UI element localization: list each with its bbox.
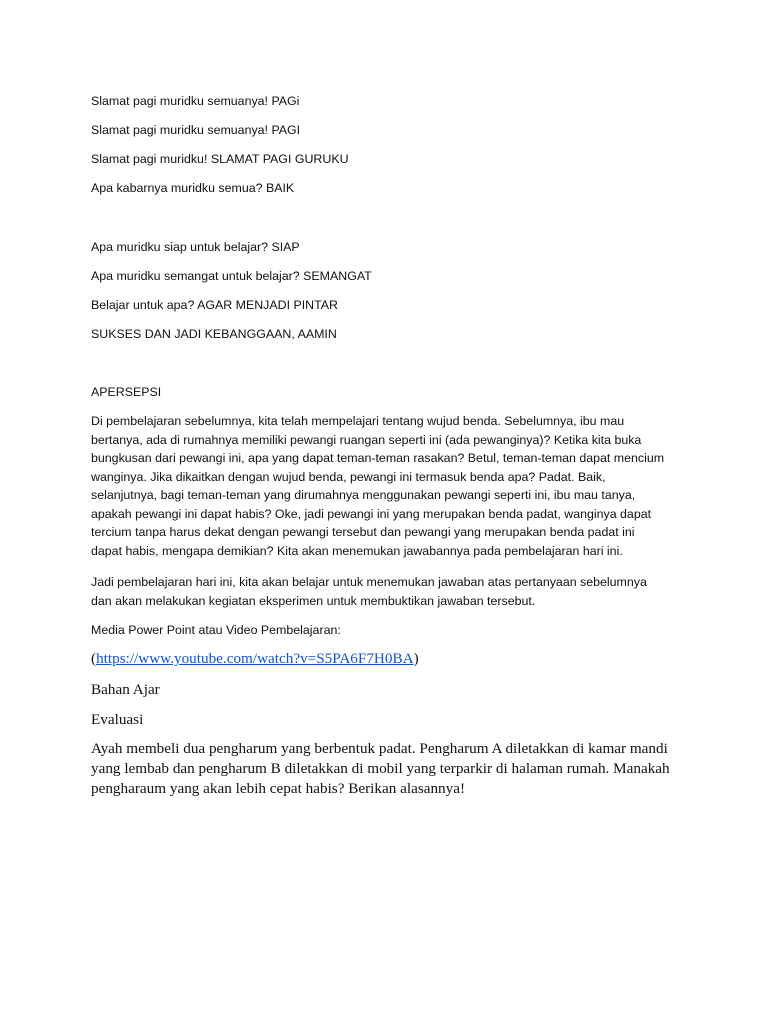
evaluasi-question-line: pengharaum yang akan lebih cepat habis? Berikan alasannya!	[91, 780, 466, 797]
apersepsi-p1-line: selanjutnya, bagi teman-teman yang dirumahnya menggunakan pewangi seperti ini, ibu mau tanya,	[91, 488, 636, 502]
media-link-line	[91, 649, 419, 669]
media-label: Media Power Point atau Video Pembelajaran:	[91, 623, 341, 637]
apersepsi-p1-line: wanginya. Jika dikaitkan dengan wujud benda, pewangi ini termasuk benda apa? Padat. Baik,	[91, 469, 606, 484]
apersepsi-p1-line: dapat habis, mengapa demikian? Kita akan menemukan jawabannya pada pembelajaran hari ini.	[91, 543, 623, 558]
apersepsi-p2-line: dan akan melakukan kegiatan eksperimen untuk membuktikan jawaban tersebut.	[91, 593, 536, 608]
greeting-line-1: Slamat pagi muridku semuanya! PAGi	[91, 94, 300, 108]
open-paren: (	[91, 650, 97, 667]
apersepsi-p1-line: Di pembelajaran sebelumnya, kita telah mempelajari tentang wujud benda. Sebelumnya, ibu mau	[91, 414, 625, 428]
apersepsi-paragraph-2	[91, 573, 691, 610]
evaluasi-heading: Evaluasi	[91, 711, 144, 728]
bahan-ajar-heading: Bahan Ajar	[91, 681, 160, 698]
apersepsi-p1-line: tercium tanpa harus dekat dengan pewangi tersebut dan pewangi yang merupakan benda padat ini	[91, 525, 635, 539]
apersepsi-p2-line: Jadi pembelajaran hari ini, kita akan belajar untuk menemukan jawaban atas pertanyaan sebelumnya	[91, 575, 647, 589]
apersepsi-p1-line: bungkusan dari pewangi ini, apa yang dapat teman-teman rasakan? Betul, teman-teman dapat mencium	[91, 451, 665, 465]
evaluasi-question-line: yang lembab dan pengharum B diletakkan di mobil yang terparkir di halaman rumah. Manakah	[91, 760, 670, 777]
evaluasi-question	[91, 739, 711, 799]
apersepsi-paragraph-1	[91, 412, 691, 560]
greeting-line-2: Slamat pagi muridku semuanya! PAGI	[91, 123, 301, 137]
greeting-line-3: Slamat pagi muridku! SLAMAT PAGI GURUKU	[91, 152, 349, 166]
close-paren: )	[413, 650, 419, 667]
question-line-3: Belajar untuk apa? AGAR MENJADI PINTAR	[91, 298, 338, 312]
question-line-2: Apa muridku semangat untuk belajar? SEMANGAT	[91, 269, 372, 283]
apersepsi-p1-line: bertanya, ada di rumahnya memiliki pewangi ruangan seperti ini (ada pewanginya)? Ketika kita buka	[91, 432, 642, 447]
evaluasi-question-line: Ayah membeli dua pengharum yang berbentuk padat. Pengharum A diletakkan di kamar mandi	[91, 740, 668, 757]
question-line-4: SUKSES DAN JADI KEBANGGAAN, AAMIN	[91, 327, 337, 341]
youtube-video-link[interactable]: https://www.youtube.com/watch?v=S5PA6F7H0BA	[96, 650, 414, 667]
question-line-1: Apa muridku siap untuk belajar? SIAP	[91, 240, 300, 254]
apersepsi-heading: APERSEPSI	[91, 385, 162, 399]
apersepsi-p1-line: apakah pewangi ini dapat habis? Oke, jadi pewangi ini yang merupakan benda padat, wanginya dapat	[91, 506, 652, 521]
greeting-line-4: Apa kabarnya muridku semua? BAIK	[91, 181, 295, 195]
